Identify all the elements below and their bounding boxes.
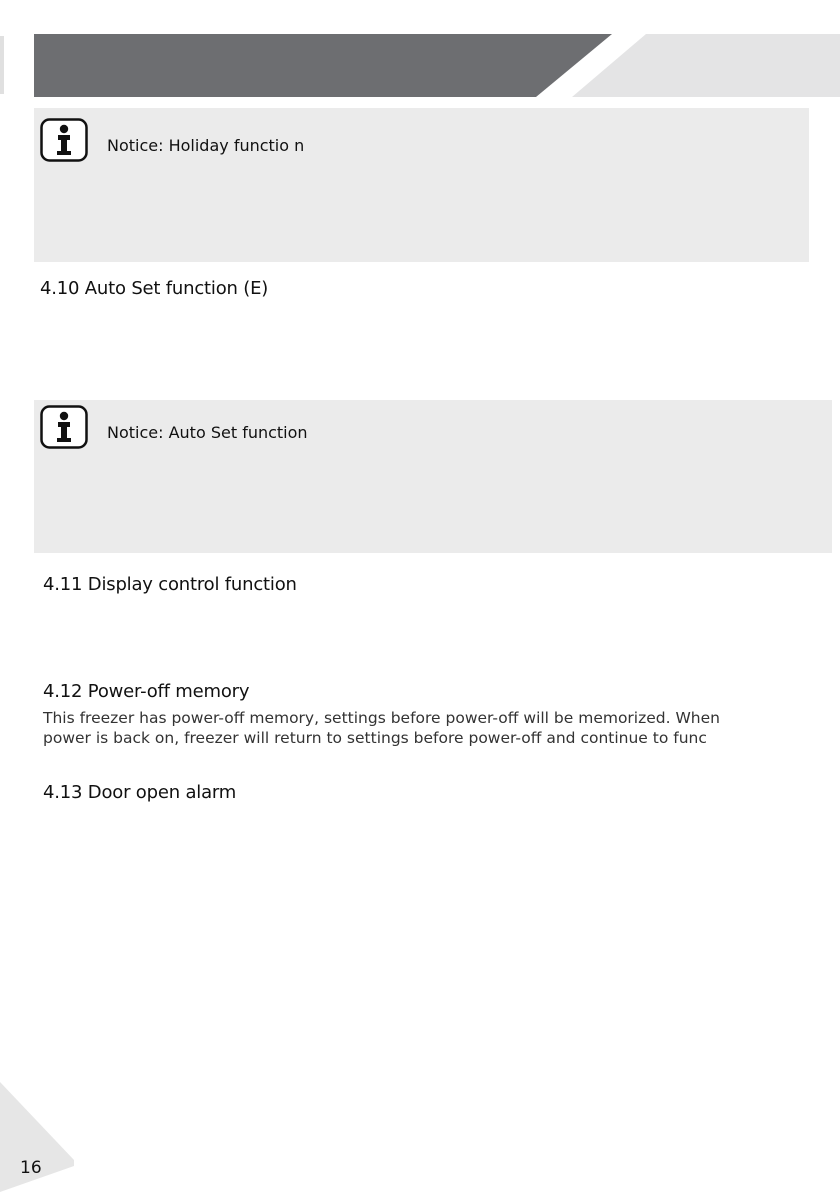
notice-auto-set-title: Notice: Auto Set function bbox=[107, 423, 308, 442]
info-icon bbox=[40, 118, 88, 162]
page-number: 16 bbox=[20, 1158, 42, 1178]
header-tab bbox=[572, 34, 840, 97]
notice-holiday-title: Notice: Holiday functio n bbox=[107, 136, 305, 155]
page-corner bbox=[0, 1082, 90, 1192]
info-icon bbox=[40, 405, 88, 449]
heading-4-10: 4.10 Auto Set function (E) bbox=[40, 278, 269, 299]
heading-4-11: 4.11 Display control function bbox=[43, 574, 297, 595]
header-banner bbox=[0, 0, 840, 100]
power-off-body-line-2: power is back on, freezer will return to settings before power-off and continue to func bbox=[43, 729, 707, 747]
left-edge-mark bbox=[0, 36, 4, 94]
header-bar bbox=[34, 34, 612, 97]
notice-auto-set-box bbox=[34, 400, 832, 553]
notice-holiday-box bbox=[34, 108, 809, 262]
heading-4-13: 4.13 Door open alarm bbox=[43, 782, 237, 803]
power-off-body-line-1: This freezer has power-off memory, settings before power-off will be memorized. When bbox=[43, 709, 720, 727]
heading-4-12: 4.12 Power-off memory bbox=[43, 681, 250, 702]
